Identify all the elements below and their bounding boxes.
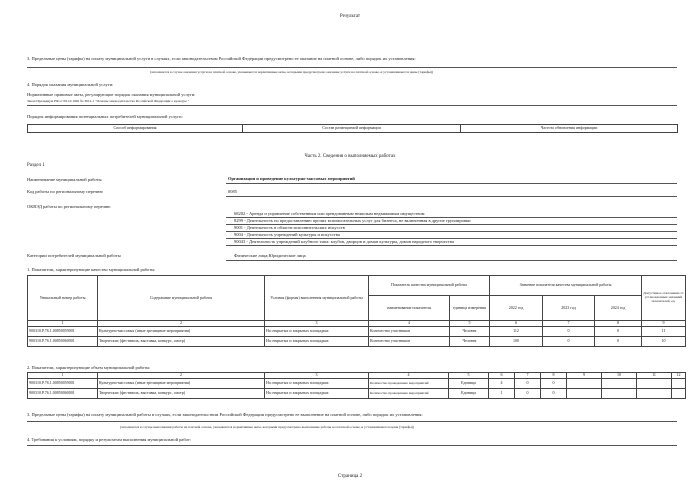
regulatory-acts-label: Нормативные правовые акты, регулирующие порядок оказания муниципальной услуги: xyxy=(27,92,196,97)
col-num: 7 xyxy=(515,373,541,379)
cell-deviation: 10 xyxy=(642,337,686,347)
col-num: 6 xyxy=(490,321,543,327)
okved-value-5: 90043 - Деятельность учреждений клубного типа: клубов, дворцов и домов культуры, домов народного творчества xyxy=(234,239,454,244)
cell-empty xyxy=(637,389,672,399)
work-price-title: 3. Предельные цены (тарифы) на оплату муниципальной работы в случаях, если законодательством Российской Федерации предусмотрено ее выполнение на платной основе, либо порядок их установления: xyxy=(27,412,423,417)
cell-unit: Единица xyxy=(449,379,489,389)
cell-reg: 900310.Р.76.1.00850059001 xyxy=(28,327,98,337)
service-order-title: 4. Порядок оказания муниципальной услуги: xyxy=(27,82,114,87)
cell-reg: 900310.Р.76.1.00850059001 xyxy=(28,379,98,389)
table-row xyxy=(28,327,686,337)
cell-content: Культурно-массовых (иные зрелищные мероприятия) xyxy=(98,327,265,337)
okved-value-1: 68202 - Аренда и управление собственным или арендованным нежилым недвижимым имуществом xyxy=(234,211,425,216)
cell-value-2023: 0 xyxy=(543,337,595,347)
cell-conditions: На открытых и закрытых площадках xyxy=(265,327,369,337)
cell-value-2022: 4 xyxy=(489,379,515,389)
cell-value-2023: 0 xyxy=(543,327,595,337)
quality-table xyxy=(27,275,686,347)
col-num: 4 xyxy=(369,321,450,327)
col-header-content: Содержание муниципальной работы xyxy=(98,276,265,321)
col-header-indicator: Показатель качества муниципальной работы xyxy=(369,276,490,296)
inform-col-method: Способ информирования xyxy=(28,125,243,133)
cell-empty xyxy=(672,379,686,389)
page-number: Страница 2 xyxy=(337,474,363,479)
okved-label: ОКВЭД работы по региональному перечню xyxy=(27,204,111,209)
work-code-value: 0085 xyxy=(228,189,237,194)
okved-value-4: 9004 - Деятельность учреждений культуры и искусства xyxy=(234,232,340,237)
cell-deviation: 11 xyxy=(642,327,686,337)
cell-indicator: Количество участников xyxy=(369,337,450,347)
cell-value-2024: 0 xyxy=(595,337,642,347)
cell-indicator: Количество участников xyxy=(369,327,450,337)
col-num: 12 xyxy=(672,373,686,379)
col-header-conditions: Условия (формы) выполнения муниципальной работы xyxy=(265,276,369,321)
col-header-reg: Уникальный номер работы xyxy=(28,276,98,321)
col-header-unit: единица измерения xyxy=(450,296,490,321)
divider xyxy=(226,196,677,197)
cell-unit: Единица xyxy=(449,389,489,399)
okved-value-3: 9001 - Деятельность в области исполнительских искусств xyxy=(234,225,345,230)
cell-empty xyxy=(567,389,602,399)
col-num: 6 xyxy=(489,373,515,379)
price-section-title: 3. Предельные цены (тарифы) на оплату муниципальной услуги в случаях, если законодательством Российской Федерации предусмотрено ее оказание на платной основе, либо порядок их установления: xyxy=(27,56,416,61)
inform-col-frequency: Частота обновления информации xyxy=(461,125,678,133)
col-num: 8 xyxy=(541,373,567,379)
divider xyxy=(27,421,677,422)
col-header-values: Значение показателя качества муниципальной работы xyxy=(490,276,642,296)
table-row xyxy=(28,379,686,389)
col-header-ind-name: наименование показателя xyxy=(369,296,450,321)
cell-empty xyxy=(567,379,602,389)
consumers-value: Физические лица;Юридические лица xyxy=(234,253,306,258)
cell-reg: 900310.Р.76.1.00850060001 xyxy=(28,389,98,399)
cell-empty xyxy=(602,379,637,389)
col-num: 2 xyxy=(98,321,265,327)
col-num: 7 xyxy=(543,321,595,327)
divider xyxy=(226,245,677,246)
col-num: 2 xyxy=(98,373,265,379)
col-num: 9 xyxy=(642,321,686,327)
regulatory-act-text: Закон Президиум РФ от 09.10.1992 № 3612-1 "Основы законодательства Российской Федерации о культуре " xyxy=(27,99,190,103)
divider xyxy=(27,445,677,446)
section-label: Раздел 1 xyxy=(27,163,45,168)
col-num: 9 xyxy=(567,373,602,379)
cell-indicator: Количество проведенных мероприятий xyxy=(369,379,449,389)
cell-reg: 900310.Р.76.1.00850060001 xyxy=(28,337,98,347)
col-header-2023: 2023 год xyxy=(543,296,595,321)
col-num: 8 xyxy=(595,321,642,327)
cell-value-2022: 100 xyxy=(490,337,543,347)
table-row xyxy=(28,389,686,399)
col-num: 5 xyxy=(449,373,489,379)
work-price-note: (заполняется в случае выполнения работы на платной основе, указываются нормативные акты, которыми предусмотрено выполнение работы на платной основе, и устанавливаются цены (тарифы)) xyxy=(120,425,414,429)
col-header-deviation: Допустимое отклонение от установленных значений показателей, ед. xyxy=(642,276,686,321)
volume-title: 2. Показатели, характеризующие объем муниципальной работы: xyxy=(27,365,151,370)
cell-conditions: На открытых и закрытых площадках xyxy=(265,337,369,347)
cell-value-2023: 0 xyxy=(515,389,541,399)
col-num: 10 xyxy=(602,373,637,379)
work-name-value: Организация и проведение культурно-массовых мероприятий xyxy=(228,176,355,181)
table-row xyxy=(28,337,686,347)
consumers-label: Категории потребителей муниципальной работы xyxy=(27,253,121,258)
cell-conditions: На открытых и закрытых площадках xyxy=(265,389,369,399)
cell-empty xyxy=(602,389,637,399)
work-name-label: Наименование муниципальной работы xyxy=(27,177,102,182)
col-num: 5 xyxy=(450,321,490,327)
cell-value-2024: 0 xyxy=(541,379,567,389)
cell-content: Культурно-массовых (иные зрелищные мероприятия) xyxy=(98,379,265,389)
cell-value-2024: 0 xyxy=(541,389,567,399)
divider xyxy=(27,105,677,106)
cell-unit: Человек xyxy=(450,337,490,347)
col-num: 3 xyxy=(265,321,369,327)
col-header-2022: 2022 год xyxy=(490,296,543,321)
col-num: 1 xyxy=(28,321,98,327)
cell-value-2022: 1 xyxy=(489,389,515,399)
divider xyxy=(226,183,677,184)
cell-value-2022: 112 xyxy=(490,327,543,337)
divider xyxy=(226,260,677,261)
cell-empty xyxy=(672,389,686,399)
col-num: 3 xyxy=(265,373,369,379)
inform-table xyxy=(27,124,678,133)
cell-unit: Человек xyxy=(450,327,490,337)
work-code-label: Код работы по региональному перечню xyxy=(27,189,103,194)
col-num: 11 xyxy=(637,373,672,379)
col-header-2024: 2024 год xyxy=(595,296,642,321)
cell-value-2023: 0 xyxy=(515,379,541,389)
cell-content: Творческих (фестиваль, выставка, конкурс, смотр) xyxy=(98,337,265,347)
part2-title: Часть 2. Сведения о выполняемых работах xyxy=(304,154,396,159)
col-num: 1 xyxy=(28,373,98,379)
divider xyxy=(27,67,677,68)
cell-conditions: На открытых и закрытых площадках xyxy=(265,379,369,389)
col-num: 4 xyxy=(369,373,449,379)
cell-empty xyxy=(637,379,672,389)
inform-col-content: Состав размещаемой информации xyxy=(243,125,461,133)
okved-value-2: 8299 - Деятельность по предоставлению прочих вспомогательных услуг для бизнеса, не включенная в другие группировки xyxy=(234,218,471,223)
cell-indicator: Количество проведенных мероприятий xyxy=(369,389,449,399)
inform-order-label: Порядок информирования потенциальных потребителей муниципальной услуги: xyxy=(27,114,183,119)
volume-table xyxy=(27,372,686,399)
work-requirements-title: 4. Требования к условиям, порядку и результатам выполнения муниципальной работ: xyxy=(27,437,192,442)
price-section-note: (заполняется в случае оказания услуги на платной основе, указываются нормативные акты, которыми предусмотрено оказание услуги на платной основе, и устанавливаются цены (тарифы)) xyxy=(150,70,434,74)
cell-value-2024: 0 xyxy=(595,327,642,337)
cell-content: Творческих (фестиваль, выставка, конкурс, смотр) xyxy=(98,389,265,399)
quality-title: 1. Показатели, характеризующие качество муниципальной работы: xyxy=(27,267,156,272)
page-header-title: Результат xyxy=(339,14,361,19)
